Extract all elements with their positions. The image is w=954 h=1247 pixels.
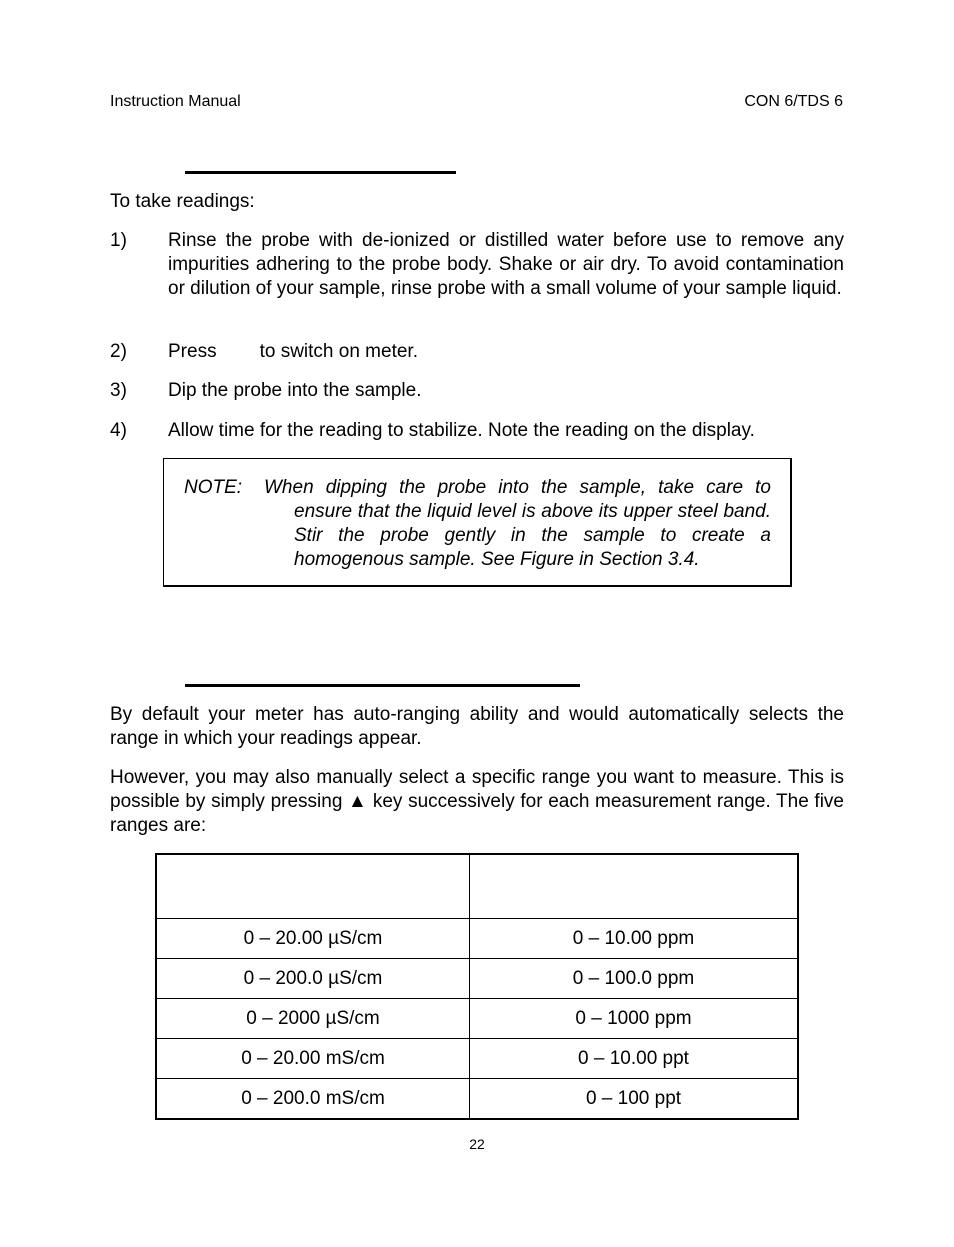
tds-range: 0 – 10.00 ppt bbox=[470, 1039, 799, 1079]
note-label: NOTE: bbox=[184, 477, 243, 498]
table-row bbox=[156, 1079, 798, 1120]
table-row bbox=[156, 1039, 798, 1079]
note-text: When dipping the probe into the sample, take care to ensure that the liquid level is above its upper steel band. Stir the probe gently in the sample to create a homogenous sample. See Figure in Section 3.4. bbox=[264, 477, 771, 570]
table-header-row bbox=[156, 854, 798, 919]
intro-text: To take readings: bbox=[110, 191, 255, 212]
step-number: 4) bbox=[110, 420, 127, 441]
note-box bbox=[163, 458, 792, 587]
step-number: 3) bbox=[110, 380, 127, 401]
conductivity-range: 0 – 2000 µS/cm bbox=[156, 999, 470, 1039]
conductivity-range: 0 – 200.0 µS/cm bbox=[156, 959, 470, 999]
tds-range: 0 – 100.0 ppm bbox=[470, 959, 799, 999]
header-left: Instruction Manual bbox=[110, 93, 241, 110]
header-right: CON 6/TDS 6 bbox=[744, 93, 843, 110]
table-row bbox=[156, 959, 798, 999]
step-number: 2) bbox=[110, 341, 127, 362]
paragraph: By default your meter has auto-ranging ability and would automatically selects the range in which your readings appear. bbox=[110, 704, 844, 749]
conductivity-range: 0 – 200.0 mS/cm bbox=[156, 1079, 470, 1120]
step-text bbox=[168, 340, 418, 364]
step-text: Rinse the probe with de-ionized or distilled water before use to remove any impurities adhering to the probe body. Shake or air dry. To avoid contamination or dilution of your sample, rinse probe with a small volume of your sample liquid. bbox=[168, 230, 844, 299]
page-number: 22 bbox=[469, 1136, 485, 1152]
step-text-before: Press bbox=[168, 341, 217, 362]
heading-underline bbox=[185, 684, 580, 687]
conductivity-range: 0 – 20.00 µS/cm bbox=[156, 919, 470, 959]
tds-range: 0 – 1000 ppm bbox=[470, 999, 799, 1039]
step-text: Dip the probe into the sample. bbox=[168, 380, 422, 401]
table-row bbox=[156, 919, 798, 959]
paragraph: However, you may also manually select a specific range you want to measure. This is possible by simply pressing ▲ key successively for each measurement range. The five ranges are: bbox=[110, 767, 844, 836]
table-row bbox=[156, 999, 798, 1039]
step-number: 1) bbox=[110, 230, 127, 251]
tds-range: 0 – 100 ppt bbox=[470, 1079, 799, 1120]
step-text: Allow time for the reading to stabilize. Note the reading on the display. bbox=[168, 420, 755, 441]
ranges-table bbox=[155, 853, 799, 1120]
conductivity-range: 0 – 20.00 mS/cm bbox=[156, 1039, 470, 1079]
step-text-after: to switch on meter. bbox=[259, 341, 418, 362]
tds-range: 0 – 10.00 ppm bbox=[470, 919, 799, 959]
heading-underline bbox=[185, 171, 456, 174]
